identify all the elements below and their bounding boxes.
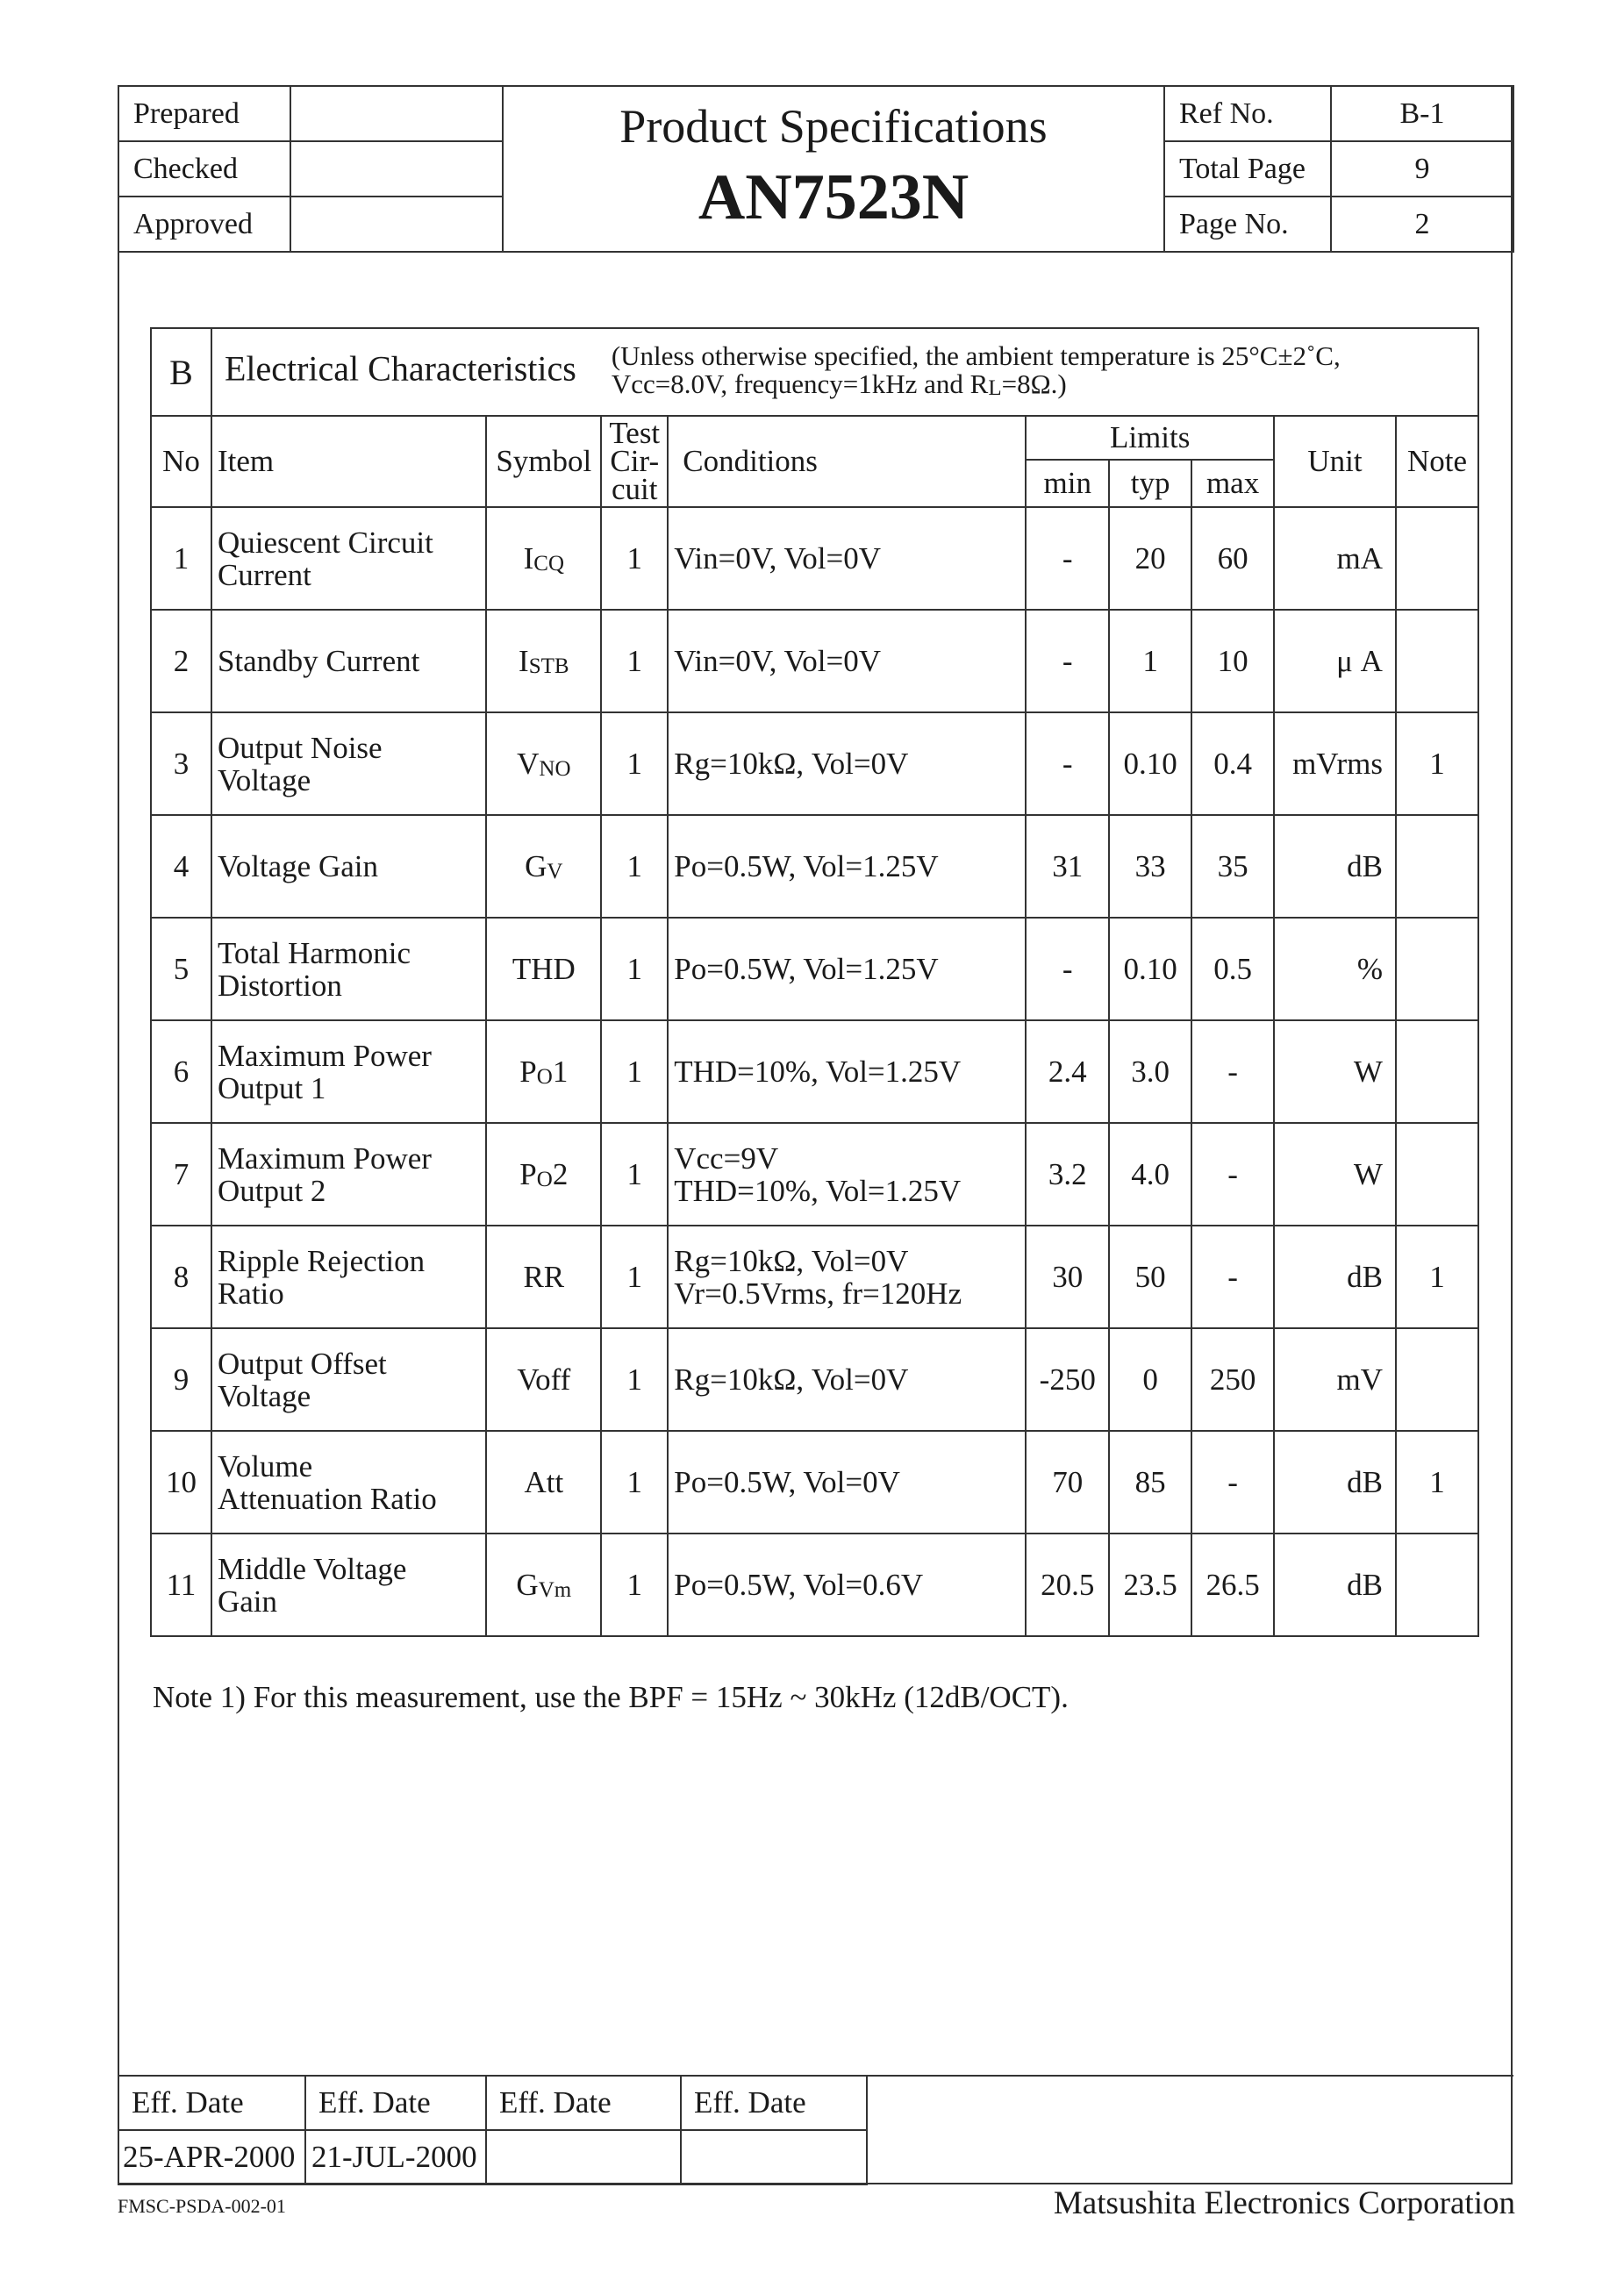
table-row (151, 1431, 1478, 1534)
cell-unit (1274, 1328, 1396, 1431)
row-test-circuit: 1 (626, 1054, 643, 1089)
cell-item (211, 712, 486, 815)
prepared-field (290, 86, 503, 141)
cell-symbol (486, 712, 601, 815)
eff-date-1: 25-APR-2000 (118, 2130, 305, 2184)
cell-conditions (668, 1328, 1026, 1431)
row-typ: 20 (1134, 540, 1166, 576)
item-line-1: Middle Voltage (217, 1551, 407, 1586)
conditions-line-1: (Unless otherwise specified, the ambient temperature is 25°C±2˚C, (611, 340, 1341, 371)
row-min: 30 (1052, 1259, 1084, 1294)
cell-unit (1274, 507, 1396, 610)
cell-min (1026, 610, 1109, 712)
cell-conditions (668, 1431, 1026, 1534)
cell-conditions (668, 1226, 1026, 1328)
row-no: 4 (173, 848, 190, 883)
cell-conditions (668, 1123, 1026, 1226)
row-typ: 33 (1134, 848, 1166, 883)
cell-item (211, 1123, 486, 1226)
cell-max (1191, 1226, 1274, 1328)
item-line-1: Maximum Power (217, 1140, 432, 1176)
symbol-sub: O (536, 1064, 553, 1089)
row-max: 35 (1217, 848, 1248, 883)
cell-max (1191, 507, 1274, 610)
cell-note (1396, 1123, 1478, 1226)
row-test-circuit: 1 (626, 1362, 643, 1397)
cell-test-circuit (601, 507, 668, 610)
eff-date-label-1: Eff. Date (118, 2076, 305, 2130)
table-row (151, 918, 1478, 1020)
symbol-sub: V (547, 859, 563, 883)
item-line-2: Voltage (217, 1378, 311, 1413)
cell-conditions (668, 815, 1026, 918)
cell-no (151, 610, 211, 712)
cell-symbol (486, 815, 601, 918)
row-min: -250 (1039, 1362, 1096, 1397)
condition-line-2: Vr=0.5Vrms, fr=120Hz (674, 1276, 962, 1311)
cell-note (1396, 610, 1478, 712)
symbol-suffix: 1 (552, 1054, 569, 1089)
item-line-1: Standby Current (217, 644, 420, 678)
row-unit: dB (1347, 1567, 1383, 1602)
cell-test-circuit (601, 712, 668, 815)
row-typ: 85 (1134, 1464, 1166, 1499)
table-row (151, 815, 1478, 918)
table-row (151, 507, 1478, 610)
eff-date-4 (681, 2130, 867, 2184)
cell-unit (1274, 815, 1396, 918)
cell-note (1396, 1020, 1478, 1123)
row-no: 2 (173, 643, 190, 678)
row-max: 250 (1209, 1362, 1256, 1397)
row-unit: W (1353, 1156, 1383, 1191)
cell-min (1026, 1020, 1109, 1123)
symbol-main: I (523, 540, 534, 576)
condition-line-1: Rg=10kΩ, Vol=0V (674, 1243, 909, 1278)
table-row (151, 1328, 1478, 1431)
cell-conditions (668, 610, 1026, 712)
cell-typ (1109, 1328, 1191, 1431)
cell-unit (1274, 1431, 1396, 1534)
item-line-1: Quiescent Circuit (217, 525, 433, 560)
cell-test-circuit (601, 815, 668, 918)
condition-line-1: Vcc=9V (674, 1140, 779, 1176)
cell-test-circuit (601, 918, 668, 1020)
item-line-2: Current (217, 557, 311, 592)
col-item: Item (211, 416, 486, 507)
cell-note (1396, 1534, 1478, 1636)
cell-symbol (486, 1226, 601, 1328)
cell-no (151, 1328, 211, 1431)
row-max: - (1227, 1156, 1238, 1191)
effective-dates-table (118, 2075, 1513, 2185)
condition-line-1: Po=0.5W, Vol=0.6V (674, 1568, 924, 1602)
cell-note (1396, 1431, 1478, 1534)
cell-max (1191, 1431, 1274, 1534)
row-min: 31 (1052, 848, 1084, 883)
cell-unit (1274, 1226, 1396, 1328)
cell-min (1026, 1431, 1109, 1534)
symbol-sub: STB (528, 654, 569, 678)
cell-typ (1109, 712, 1191, 815)
cell-test-circuit (601, 1534, 668, 1636)
footer-blank (867, 2076, 1513, 2184)
conditions-line-2a: Vcc=8.0V, frequency=1kHz and R (611, 368, 989, 399)
item-line-2: Output 1 (217, 1070, 326, 1105)
cell-test-circuit (601, 1123, 668, 1226)
eff-date-label-3: Eff. Date (486, 2076, 681, 2130)
row-max: 0.4 (1213, 746, 1252, 781)
prepared-label: Prepared (118, 86, 290, 141)
cell-item (211, 1020, 486, 1123)
cell-conditions (668, 918, 1026, 1020)
row-min: 20.5 (1041, 1567, 1095, 1602)
title-block (503, 86, 1164, 252)
row-max: - (1227, 1464, 1238, 1499)
row-unit: mA (1336, 540, 1383, 576)
eff-date-label-2: Eff. Date (305, 2076, 486, 2130)
cell-note (1396, 712, 1478, 815)
row-no: 9 (173, 1362, 190, 1397)
col-test-2: Cir- (610, 444, 660, 478)
col-test-1: Test (609, 416, 661, 450)
symbol-main: G (516, 1567, 539, 1602)
cell-symbol (486, 1534, 601, 1636)
item-line-2: Attenuation Ratio (217, 1481, 437, 1516)
cell-test-circuit (601, 1328, 668, 1431)
col-note: Note (1396, 416, 1478, 507)
cell-typ (1109, 610, 1191, 712)
cell-max (1191, 712, 1274, 815)
section-conditions (612, 342, 1341, 403)
eff-date-3 (486, 2130, 681, 2184)
eff-date-2: 21-JUL-2000 (305, 2130, 486, 2184)
cell-typ (1109, 1226, 1191, 1328)
cell-no (151, 918, 211, 1020)
row-typ: 50 (1134, 1259, 1166, 1294)
col-symbol: Symbol (486, 416, 601, 507)
cell-typ (1109, 1431, 1191, 1534)
cell-max (1191, 610, 1274, 712)
checked-field (290, 141, 503, 197)
table-row (151, 712, 1478, 815)
row-no: 3 (173, 746, 190, 781)
row-typ: 3.0 (1131, 1054, 1170, 1089)
electrical-characteristics-table (150, 327, 1479, 1637)
symbol-main: G (525, 848, 547, 883)
row-note: 1 (1429, 1464, 1445, 1499)
checked-label: Checked (118, 141, 290, 197)
row-max: 10 (1217, 643, 1248, 678)
col-limits: Limits (1026, 416, 1274, 460)
row-max: - (1227, 1054, 1238, 1089)
symbol-main: I (519, 643, 529, 678)
row-min: 2.4 (1048, 1054, 1087, 1089)
cell-max (1191, 1534, 1274, 1636)
row-no: 8 (173, 1259, 190, 1294)
symbol-main: RR (523, 1259, 565, 1294)
cell-typ (1109, 1123, 1191, 1226)
cell-symbol (486, 918, 601, 1020)
symbol-main: P (519, 1156, 537, 1191)
cell-typ (1109, 507, 1191, 610)
row-min: 3.2 (1048, 1156, 1087, 1191)
row-unit: mV (1336, 1362, 1383, 1397)
cell-unit (1274, 610, 1396, 712)
row-unit: % (1356, 951, 1383, 986)
row-test-circuit: 1 (626, 1567, 643, 1602)
row-no: 11 (166, 1567, 197, 1602)
cell-conditions (668, 1534, 1026, 1636)
row-unit: dB (1347, 1259, 1383, 1294)
total-page-label: Total Page (1164, 141, 1331, 197)
table-row (151, 1226, 1478, 1328)
cell-min (1026, 507, 1109, 610)
row-unit: mVrms (1292, 746, 1383, 781)
row-unit: μ A (1336, 643, 1383, 678)
cell-note (1396, 1226, 1478, 1328)
cell-typ (1109, 815, 1191, 918)
table-body (151, 507, 1478, 1636)
row-typ: 23.5 (1123, 1567, 1177, 1602)
model-number: AN7523N (698, 161, 969, 233)
cell-item (211, 1431, 486, 1534)
row-no: 5 (173, 951, 190, 986)
col-min: min (1026, 460, 1109, 507)
table-row (151, 1123, 1478, 1226)
cell-min (1026, 712, 1109, 815)
cell-symbol (486, 1020, 601, 1123)
cell-conditions (668, 712, 1026, 815)
row-no: 1 (173, 540, 190, 576)
col-unit: Unit (1274, 416, 1396, 507)
row-max: 26.5 (1205, 1567, 1260, 1602)
row-min: - (1062, 643, 1073, 678)
symbol-sub: NO (539, 756, 571, 781)
page-no-label: Page No. (1164, 197, 1331, 252)
cell-no (151, 507, 211, 610)
cell-no (151, 1226, 211, 1328)
symbol-main: Att (524, 1464, 564, 1499)
row-max: 0.5 (1213, 951, 1252, 986)
item-line-2: Distortion (217, 968, 342, 1003)
cell-max (1191, 1123, 1274, 1226)
row-test-circuit: 1 (626, 951, 643, 986)
condition-line-1: Vin=0V, Vol=0V (674, 541, 882, 576)
item-line-2: Gain (217, 1584, 277, 1619)
row-no: 6 (173, 1054, 190, 1089)
cell-symbol (486, 1123, 601, 1226)
cell-test-circuit (601, 610, 668, 712)
ref-label: Ref No. (1164, 86, 1331, 141)
cell-note (1396, 815, 1478, 918)
row-test-circuit: 1 (626, 848, 643, 883)
cell-min (1026, 1534, 1109, 1636)
conditions-line-2-sub: L (988, 375, 1002, 400)
section-letter: B (151, 328, 211, 416)
cell-no (151, 1534, 211, 1636)
cell-test-circuit (601, 1020, 668, 1123)
cell-max (1191, 1328, 1274, 1431)
eff-date-label-4: Eff. Date (681, 2076, 867, 2130)
symbol-suffix: 2 (552, 1156, 569, 1191)
cell-test-circuit (601, 1226, 668, 1328)
page-title: Product Specifications (619, 100, 1048, 153)
cell-symbol (486, 1431, 601, 1534)
cell-item (211, 1328, 486, 1431)
col-max: max (1191, 460, 1274, 507)
item-line-2: Ratio (217, 1276, 284, 1311)
cell-typ (1109, 1534, 1191, 1636)
row-no: 7 (173, 1156, 190, 1191)
cell-min (1026, 1123, 1109, 1226)
row-typ: 4.0 (1131, 1156, 1170, 1191)
cell-note (1396, 507, 1478, 610)
symbol-main: THD (512, 951, 576, 986)
cell-note (1396, 918, 1478, 1020)
cell-test-circuit (601, 1431, 668, 1534)
symbol-main: Voff (517, 1362, 571, 1397)
item-line-1: Voltage Gain (217, 849, 379, 883)
cell-max (1191, 1020, 1274, 1123)
cell-item (211, 610, 486, 712)
item-line-1: Volume (217, 1448, 313, 1484)
condition-line-1: Rg=10kΩ, Vol=0V (674, 747, 909, 781)
row-test-circuit: 1 (626, 540, 643, 576)
cell-conditions (668, 1020, 1026, 1123)
row-max: 60 (1217, 540, 1248, 576)
table-row (151, 1020, 1478, 1123)
row-typ: 0 (1142, 1362, 1158, 1397)
cell-unit (1274, 1123, 1396, 1226)
symbol-sub: O (536, 1167, 553, 1191)
conditions-line-2b: =8Ω.) (1001, 368, 1067, 399)
row-unit: W (1353, 1054, 1383, 1089)
row-typ: 0.10 (1123, 951, 1177, 986)
approved-field (290, 197, 503, 252)
row-test-circuit: 1 (626, 643, 643, 678)
total-page-value: 9 (1331, 141, 1513, 197)
cell-item (211, 815, 486, 918)
row-test-circuit: 1 (626, 746, 643, 781)
cell-symbol (486, 507, 601, 610)
approved-label: Approved (118, 197, 290, 252)
row-min: - (1062, 540, 1073, 576)
note-1: Note 1) For this measurement, use the BPF = 15Hz ~ 30kHz (12dB/OCT). (153, 1680, 1069, 1714)
symbol-main: P (519, 1054, 537, 1089)
row-no: 10 (165, 1464, 197, 1499)
cell-min (1026, 1226, 1109, 1328)
condition-line-1: Vin=0V, Vol=0V (674, 644, 882, 678)
row-test-circuit: 1 (626, 1259, 643, 1294)
symbol-main: V (517, 746, 540, 781)
row-typ: 0.10 (1123, 746, 1177, 781)
symbol-sub: CQ (533, 551, 564, 576)
row-min: - (1062, 951, 1073, 986)
row-unit: dB (1347, 1464, 1383, 1499)
cell-conditions (668, 507, 1026, 610)
condition-line-2: THD=10%, Vol=1.25V (674, 1173, 962, 1208)
cell-typ (1109, 1020, 1191, 1123)
item-line-1: Ripple Rejection (217, 1243, 426, 1278)
cell-no (151, 1123, 211, 1226)
item-line-2: Voltage (217, 762, 311, 797)
cell-item (211, 1226, 486, 1328)
cell-unit (1274, 1534, 1396, 1636)
cell-min (1026, 815, 1109, 918)
col-typ: typ (1109, 460, 1191, 507)
table-row (151, 610, 1478, 712)
cell-no (151, 712, 211, 815)
ref-value: B-1 (1331, 86, 1513, 141)
row-unit: dB (1347, 848, 1383, 883)
cell-unit (1274, 712, 1396, 815)
row-max: - (1227, 1259, 1238, 1294)
form-code: FMSC-PSDA-002-01 (118, 2195, 286, 2217)
condition-line-1: Po=0.5W, Vol=1.25V (674, 952, 939, 986)
col-conditions: Conditions (668, 416, 1026, 507)
condition-line-1: Po=0.5W, Vol=1.25V (674, 849, 939, 883)
company-name: Matsushita Electronics Corporation (1053, 2185, 1515, 2221)
cell-item (211, 1534, 486, 1636)
condition-line-1: Po=0.5W, Vol=0V (674, 1465, 900, 1499)
symbol-sub: Vm (538, 1577, 572, 1602)
col-no: No (151, 416, 211, 507)
col-test-3: cuit (612, 472, 658, 506)
row-note: 1 (1429, 1259, 1445, 1294)
cell-item (211, 918, 486, 1020)
condition-line-1: Rg=10kΩ, Vol=0V (674, 1362, 909, 1397)
row-min: - (1062, 746, 1073, 781)
row-typ: 1 (1142, 643, 1158, 678)
item-line-1: Output Offset (217, 1346, 387, 1381)
item-line-1: Total Harmonic (217, 935, 411, 970)
cell-max (1191, 815, 1274, 918)
header-table (118, 85, 1514, 253)
table-row (151, 1534, 1478, 1636)
row-test-circuit: 1 (626, 1464, 643, 1499)
cell-min (1026, 918, 1109, 1020)
row-min: 70 (1052, 1464, 1084, 1499)
item-line-1: Output Noise (217, 730, 383, 765)
cell-unit (1274, 1020, 1396, 1123)
cell-note (1396, 1328, 1478, 1431)
cell-min (1026, 1328, 1109, 1431)
col-test-circuit (601, 416, 668, 507)
cell-item (211, 507, 486, 610)
row-test-circuit: 1 (626, 1156, 643, 1191)
section-title: Electrical Characteristics (224, 348, 576, 389)
row-note: 1 (1429, 746, 1445, 781)
cell-symbol (486, 1328, 601, 1431)
cell-no (151, 1431, 211, 1534)
item-line-2: Output 2 (217, 1173, 326, 1208)
condition-line-1: THD=10%, Vol=1.25V (674, 1055, 962, 1089)
section-heading (211, 328, 1478, 416)
cell-symbol (486, 610, 601, 712)
cell-unit (1274, 918, 1396, 1020)
page-no-value: 2 (1331, 197, 1513, 252)
cell-max (1191, 918, 1274, 1020)
cell-no (151, 1020, 211, 1123)
item-line-1: Maximum Power (217, 1038, 432, 1073)
cell-no (151, 815, 211, 918)
cell-typ (1109, 918, 1191, 1020)
